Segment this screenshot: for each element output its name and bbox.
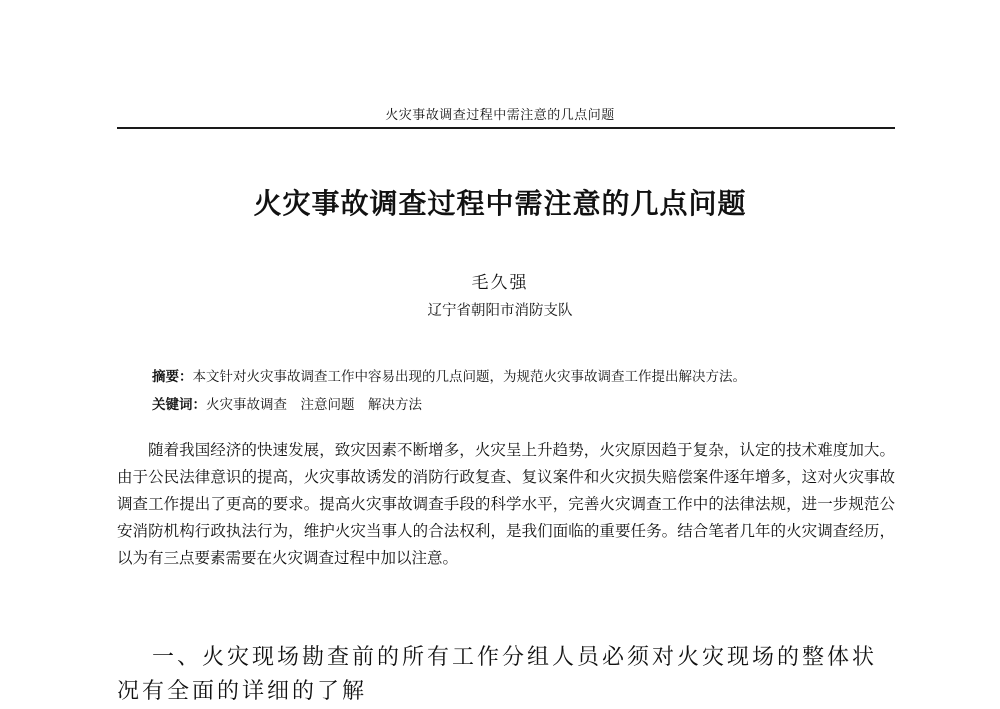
abstract xyxy=(152,365,746,385)
abstract-text: 本文针对火灾事故调查工作中容易出现的几点问题，为规范火灾事故调查工作提出解决方法。 xyxy=(192,369,746,385)
running-header: 火灾事故调查过程中需注意的几点问题 xyxy=(385,108,615,123)
paper-title: 火灾事故调查过程中需注意的几点问题 xyxy=(253,187,747,220)
keywords-label: 关键词： xyxy=(152,397,206,413)
keywords-text: 火灾事故调查 注意问题 解决方法 xyxy=(206,397,422,413)
author-affiliation: 辽宁省朝阳市消防支队 xyxy=(427,303,573,319)
keywords xyxy=(152,393,422,413)
author-name: 毛久强 xyxy=(471,273,529,293)
abstract-label: 摘要： xyxy=(152,369,193,385)
header-rule xyxy=(117,127,895,129)
body-paragraph: 随着我国经济的快速发展，致灾因素不断增多，火灾呈上升趋势，火灾原因趋于复杂，认定的技术难度加大。由于公民法律意识的提高，火灾事故诱发的消防行政复查、复议案件和火灾损失赔偿案件逐年增多，这对火灾事故调查工作提出了更高的要求。提高火灾事故调查手段的科学水平，完善火灾调查工作中的法律法规，进一步规范公安消防机构行政执法行为，维护火灾当事人的合法权利，是我们面临的重要任务。结合笔者几年的火灾调查经历，以为有三点要素需要在火灾调查过程中加以注意。 xyxy=(117,441,895,567)
section-heading: 一、火灾现场勘查前的所有工作分组人员必须对火灾现场的整体状况有全面的详细的了解 xyxy=(117,645,878,704)
